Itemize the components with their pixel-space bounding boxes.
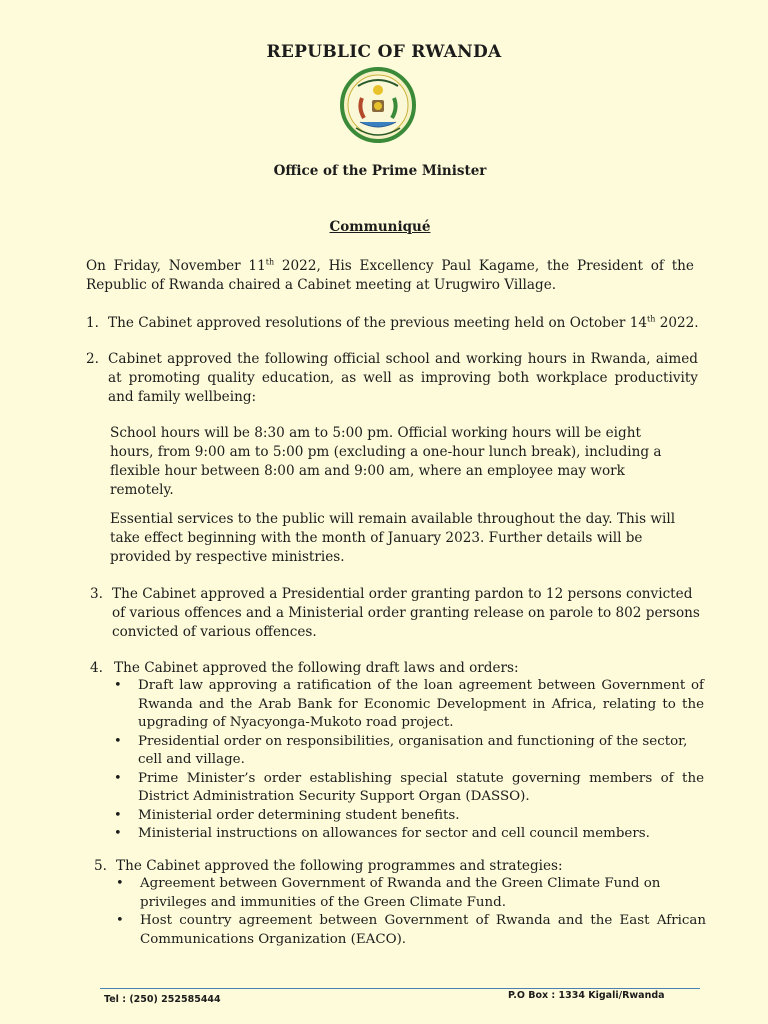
footer-rule (100, 988, 700, 989)
intro-superscript: th (265, 257, 275, 267)
item-5-text: The Cabinet approved the following programmes and strategies: (116, 858, 563, 874)
country-heading: REPUBLIC OF RWANDA (266, 42, 502, 62)
item-number: 4. (90, 660, 103, 676)
item-4-text: The Cabinet approved the following draft laws and orders: (114, 660, 519, 676)
item-number: 1. (86, 315, 99, 331)
footer-pobox: P.O Box : 1334 Kigali/Rwanda (508, 990, 665, 1001)
footer-telephone: Tel : (250) 252585444 (104, 994, 221, 1005)
list-item-text: Ministerial instructions on allowances for sector and cell council members. (138, 826, 650, 841)
item-1-text-main: The Cabinet approved resolutions of the previous meeting held on October 14 (108, 315, 648, 331)
item-2-text: Cabinet approved the following official school and working hours in Rwanda, aimed at promoting quality education, as well as improving both workplace productivity and family wellbeing: (108, 351, 698, 405)
bullet-icon: • (116, 876, 124, 891)
item-5-bullet-list (116, 875, 706, 949)
bullet-icon: • (114, 770, 122, 786)
list-item (114, 770, 704, 807)
intro-paragraph (86, 257, 694, 295)
list-item-text: Agreement between Government of Rwanda and the Green Climate Fund on privileges and immunities of the Green Climate Fund. (140, 876, 661, 910)
communique-title: Communiqué (329, 219, 431, 235)
item-4-bullet-list (114, 677, 704, 844)
list-item (116, 912, 706, 949)
item-2-essential-services: Essential services to the public will remain available throughout the day. This will take effect beginning with the month of January 2023. Further details will be provided by respective ministries. (110, 511, 676, 565)
list-item (116, 875, 706, 912)
office-heading: Office of the Prime Minister (273, 163, 487, 179)
list-item-text: Presidential order on responsibilities, organisation and functioning of the sector, cell and village. (138, 733, 688, 767)
intro-text-continued: 2022, His Excellency Paul Kagame, the President of the Republic of Rwanda chaired a Cabinet meeting at Urugwiro Village. (86, 258, 694, 293)
list-item-text: Ministerial order determining student benefits. (138, 807, 460, 823)
rwanda-coat-of-arms (336, 66, 420, 144)
intro-text: On Friday, November 11 (86, 258, 266, 274)
bullet-icon: • (114, 826, 122, 841)
item-1-text-end: 2022. (655, 315, 699, 331)
item-number: 2. (86, 351, 99, 367)
list-item-text: Draft law approving a ratification of the loan agreement between Government of Rwanda and the Arab Bank for Economic Development in Africa, relating to the upgrading of Nyacyonga-Mukoto road project. (138, 678, 704, 730)
list-item-text: Prime Minister’s order establishing special statute governing members of the District Administration Security Support Organ (DASSO). (138, 770, 704, 804)
item-number: 5. (94, 858, 107, 874)
item-1-superscript: th (647, 314, 656, 324)
bullet-icon: • (114, 807, 122, 823)
bullet-icon: • (114, 678, 122, 693)
item-number: 3. (90, 586, 103, 602)
list-item (114, 677, 704, 733)
bullet-icon: • (114, 733, 122, 749)
item-1-text (108, 314, 708, 333)
bullet-icon: • (116, 913, 124, 928)
list-item (114, 733, 704, 770)
list-item-text: Host country agreement between Government of Rwanda and the East African Communications Organization (EACO). (140, 913, 706, 947)
list-item (114, 825, 704, 844)
item-3-text: The Cabinet approved a Presidential order granting pardon to 12 persons convicted of various offences and a Ministerial order granting release on parole to 802 persons convicted of various offences. (112, 586, 700, 640)
list-item (114, 807, 704, 826)
item-2-school-hours: School hours will be 8:30 am to 5:00 pm. Official working hours will be eight hours, from 9:00 am to 5:00 pm (excluding a one-hour lunch break), including a flexible hour between 8:00 am and 9:00 am, where an employee may work remotely. (110, 425, 662, 498)
